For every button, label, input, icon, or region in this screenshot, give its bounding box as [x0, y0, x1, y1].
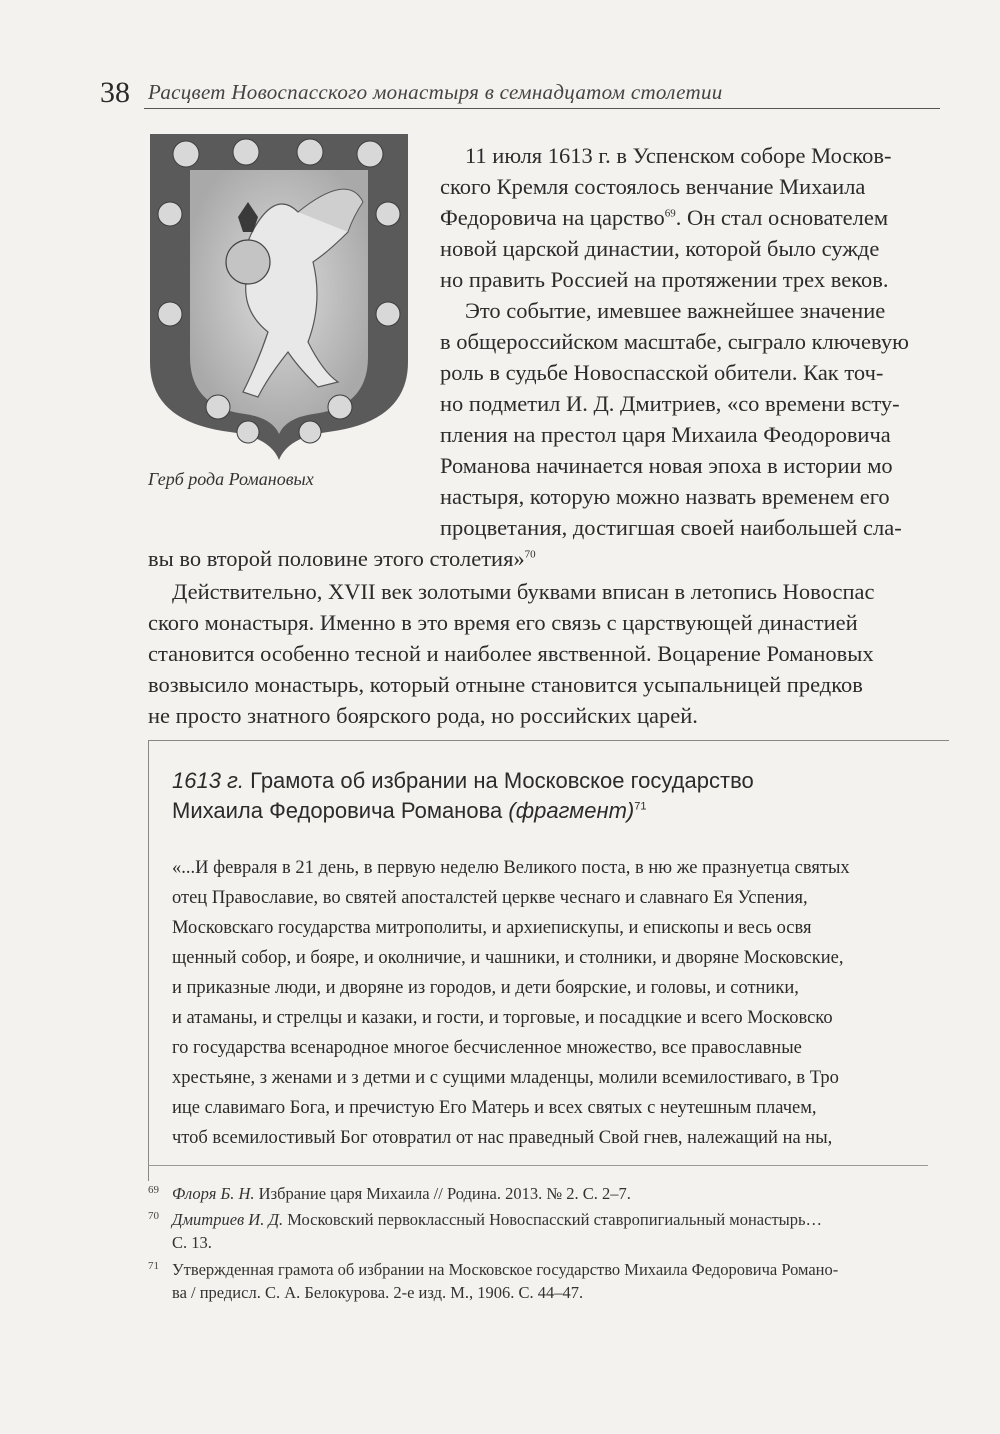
quote-line-8: хрестьяне, з женами и з детми и с сущими младенцы, молили всемилостиваго, в Тро — [172, 1068, 839, 1088]
footnote-ref-69: 69 — [664, 207, 676, 220]
quote-line-10: чтоб всемилостивый Бог отовратил от нас праведный Свой гнев, належащий на ны, — [172, 1128, 833, 1148]
quote-title-1: Грамота об избрании на Московское государство — [250, 768, 754, 793]
p2-line-7: настыря, которую можно назвать временем его — [440, 484, 890, 509]
quote-line-5: и приказные люди, и дворяне из городов, и дети боярские, и головы, и сотники, — [172, 978, 799, 998]
p2-line-4: но подметил И. Д. Дмитриев, «со времени всту- — [440, 391, 900, 416]
p3-line-3: становится особенно тесной и наиболее явственной. Воцарение Романовых — [148, 641, 874, 666]
p1-line-5: но править Россией на протяжении трех веков. — [440, 267, 889, 292]
running-title: Расцвет Новоспасского монастыря в семнадцатом столетии — [148, 80, 723, 104]
footnote-71-number: 71 — [148, 1260, 159, 1272]
footnote-69-text: Избрание царя Михаила // Родина. 2013. № 2. С. 2–7. — [258, 1184, 631, 1203]
footnote-ref-71: 71 — [634, 800, 647, 813]
p2-line-8: процветания, достигшая своей наибольшей сла- — [440, 515, 902, 540]
figure-caption: Герб рода Романовых — [148, 469, 314, 489]
p2-line-2: в общероссийском масштабе, сыграло ключевую — [440, 329, 909, 354]
p3-line-1: Действительно, XVII век золотыми буквами вписан в летопись Новоспас — [172, 579, 875, 604]
p1-line-3a: Федоровича на царство — [440, 205, 665, 230]
p3-line-4: возвысило монастырь, который отныне становится усыпальницей предков — [148, 672, 863, 697]
p3-line-2: ского монастыря. Именно в это время его связь с царствующей династией — [148, 610, 858, 635]
p1-line-4: новой царской династии, которой было сужде — [440, 236, 880, 261]
p1-line-2: ского Кремля состоялось венчание Михаила — [440, 174, 866, 199]
quote-line-9: ице славимаго Бога, и пречистую Его Матерь и всех святых с неутешным плачем, — [172, 1098, 817, 1118]
quote-line-3: Московскаго государства митрополиты, и архиепискупы, и епископы и весь освя — [172, 918, 812, 938]
quote-line-1: «...И февраля в 21 день, в первую неделю Великого поста, в ню же празнуетца святых — [172, 858, 850, 878]
footnote-70-number: 70 — [148, 1210, 159, 1222]
footnote-71-cont: ва / предисл. С. А. Белокурова. 2-е изд. М., 1906. С. 44–47. — [172, 1283, 584, 1302]
quote-title-line-1 — [172, 768, 754, 794]
romanov-coat-of-arms-image — [148, 132, 410, 462]
footnote-ref-70: 70 — [524, 548, 536, 561]
p2-line-5: пления на престол царя Михаила Феодоровича — [440, 422, 891, 447]
quote-line-4: щенный собор, и бояре, и околничие, и чашники, и столники, и дворяне Московские, — [172, 948, 844, 968]
footnote-71: Утвержденная грамота об избрании на Московское государство Михаила Федоровича Романо- — [172, 1260, 839, 1279]
running-header — [100, 72, 940, 112]
quote-title-2: Михаила Федоровича Романова — [172, 798, 503, 823]
p2-line-9a: вы во второй половине этого столетия» — [148, 546, 525, 571]
footnote-rule — [148, 1165, 928, 1166]
quote-line-6: и атаманы, и стрелцы и казаки, и гости, и торговые, и посадцкие и всего Московско — [172, 1008, 833, 1028]
footnote-70-cont: С. 13. — [172, 1233, 212, 1252]
p3-line-5: не просто знатного боярского рода, но российских царей. — [148, 703, 698, 728]
footnote-70-author: Дмитриев И. Д. — [172, 1210, 284, 1229]
quote-line-7: го государства всенародное многое бесчисленное множество, все православные — [172, 1038, 802, 1058]
p1-line-1: 11 июля 1613 г. в Успенском соборе Москов- — [465, 143, 892, 168]
page-number: 38 — [100, 76, 130, 109]
header-rule — [144, 108, 940, 109]
p2-line-6: Романова начинается новая эпоха в истории мо — [440, 453, 893, 478]
p1-line-3 — [440, 205, 930, 231]
p1-line-3b: . Он стал основателем — [675, 205, 889, 230]
quote-title-line-2 — [172, 798, 646, 824]
footnote-69-author: Флоря Б. Н. — [172, 1184, 255, 1203]
footnote-69-number: 69 — [148, 1184, 159, 1196]
footnote-70 — [172, 1210, 822, 1230]
footnote-70-text: Московский первоклассный Новоспасский ставропигиальный монастырь… — [287, 1210, 823, 1229]
p2-line-3: роль в судьбе Новоспасской обители. Как точ- — [440, 360, 884, 385]
p2-line-1: Это событие, имевшее важнейшее значение — [465, 298, 886, 323]
quote-fragment: (фрагмент) — [508, 798, 635, 823]
quote-line-2: отец Православие, во святей апосталстей церкве чеснаго и славнаго Ея Успения, — [172, 888, 808, 908]
quote-year: 1613 г. — [172, 768, 245, 793]
p2-line-9 — [148, 546, 930, 572]
footnote-69 — [172, 1184, 631, 1204]
